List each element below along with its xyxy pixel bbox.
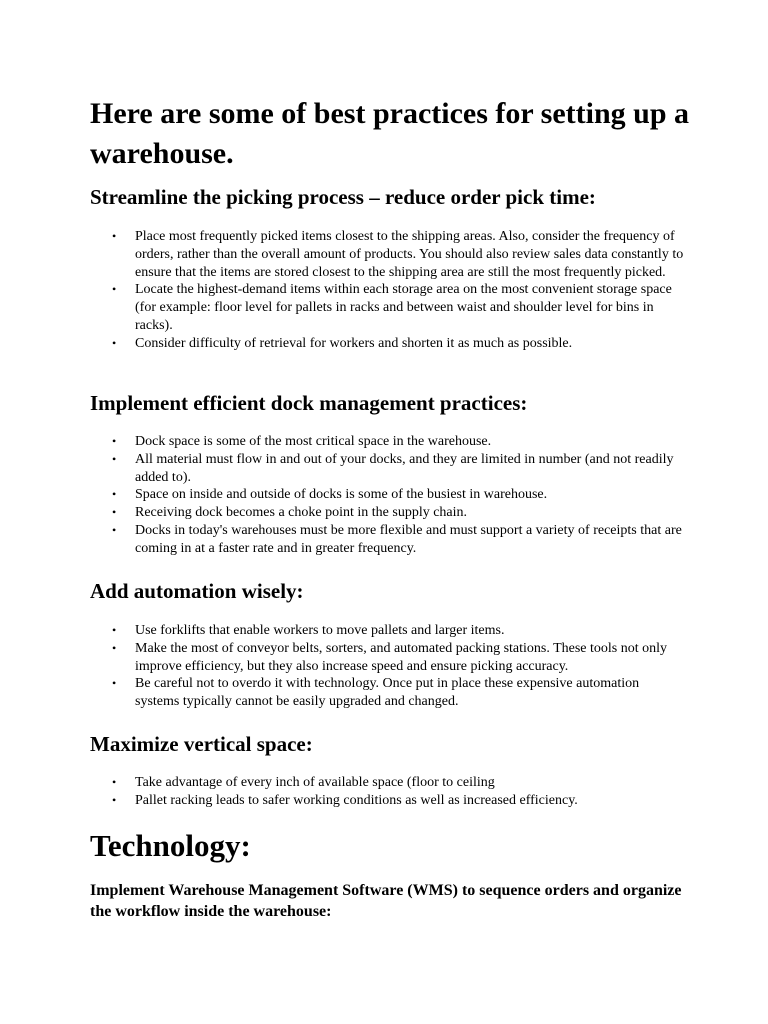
list-item (90, 451, 686, 487)
list-item-text: Place most frequently picked items closest to the shipping areas. Also, consider the frequency of orders, rather than the overall amount of products. You should also review sales data constantly to ensure that the items are stored closest to the shipping area are still the most frequently picked. (135, 229, 684, 280)
list-item (90, 622, 686, 640)
list-item-text: Receiving dock becomes a choke point in the supply chain. (135, 505, 468, 521)
bullet-icon: • (112, 451, 117, 466)
list-item (90, 433, 686, 451)
section-heading-dock: Implement efficient dock management practices: (90, 391, 528, 415)
document-title: Here are some of best practices for setting up a warehouse. (90, 97, 690, 170)
bullet-icon: • (112, 676, 117, 691)
list-item-text: Be careful not to overdo it with technology. Once put in place these expensive automation systems typically cannot be easily upgraded and changed. (135, 676, 640, 710)
bullet-icon: • (112, 505, 117, 520)
list-item-text: Dock space is some of the most critical space in the warehouse. (135, 434, 492, 449)
list-item (90, 774, 686, 792)
bullet-icon: • (112, 229, 117, 243)
section-heading-picking: Streamline the picking process – reduce order pick time: (90, 185, 596, 209)
list-item (90, 675, 686, 711)
section-heading-automation: Add automation wisely: (90, 579, 304, 603)
bullet-icon: • (112, 775, 117, 789)
list-item (90, 228, 686, 281)
list-item-text: Space on inside and outside of docks is some of the busiest in warehouse. (135, 487, 548, 503)
bullet-icon: • (112, 623, 117, 637)
bullet-icon: • (112, 335, 117, 350)
list-item (90, 281, 686, 334)
bullet-list-dock (90, 433, 686, 558)
bullet-icon: • (112, 282, 117, 297)
list-item (90, 486, 686, 504)
bullet-icon: • (112, 522, 117, 537)
list-item-text: Pallet racking leads to safer working conditions as well as increased efficiency. (135, 792, 578, 808)
list-item (90, 792, 686, 810)
list-item-text: Docks in today's warehouses must be more flexible and must support a variety of receipts that are coming in at a faster rate and in greater frequency. (135, 522, 682, 556)
bullet-icon: • (112, 640, 117, 655)
list-item-text: Use forklifts that enable workers to move pallets and larger items. (135, 623, 505, 638)
list-item (90, 522, 686, 558)
bullet-icon: • (112, 792, 117, 807)
list-item (90, 504, 686, 522)
technology-heading: Technology: (90, 828, 251, 863)
bullet-list-picking (90, 228, 686, 353)
bullet-list-automation (90, 622, 686, 711)
list-item-text: All material must flow in and out of your docks, and they are limited in number (and not readily added to). (135, 451, 674, 485)
list-item (90, 640, 686, 676)
list-item-text: Take advantage of every inch of available space (floor to ceiling (135, 775, 495, 790)
bullet-icon: • (112, 487, 117, 502)
bullet-list-vertical-space (90, 774, 686, 810)
list-item (90, 335, 686, 353)
section-heading-vertical-space: Maximize vertical space: (90, 732, 313, 756)
bullet-icon: • (112, 434, 117, 448)
list-item-text: Make the most of conveyor belts, sorters, and automated packing stations. These tools not only improve efficiency, but they also increase speed and ensure picking accuracy. (135, 640, 668, 674)
technology-paragraph: Implement Warehouse Management Software (WMS) to sequence orders and organize the workflow inside the warehouse: (90, 882, 682, 920)
list-item-text: Consider difficulty of retrieval for workers and shorten it as much as possible. (135, 335, 573, 351)
list-item-text: Locate the highest-demand items within each storage area on the most convenient storage space (for example: floor level for pallets in racks and between waist and shoulder level for bins in racks). (135, 282, 672, 333)
